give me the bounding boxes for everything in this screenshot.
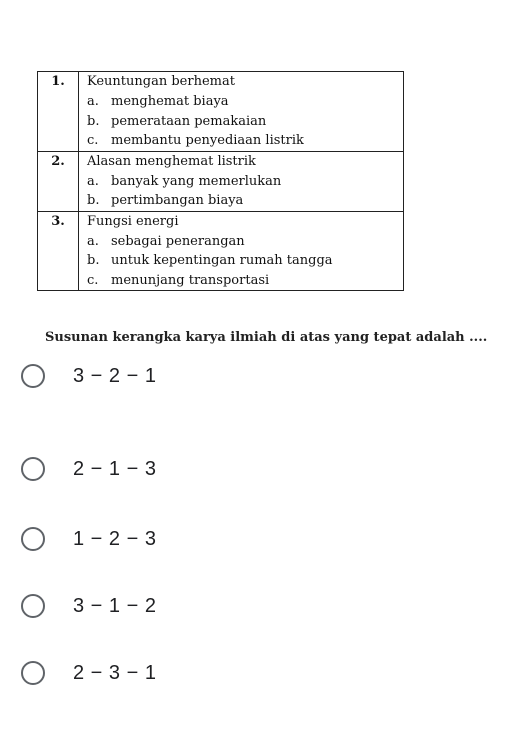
- item-letter: c.: [87, 133, 99, 148]
- option-label[interactable]: 3 − 2 − 1: [73, 364, 157, 387]
- answer-option-5[interactable]: [21, 656, 156, 690]
- section-item: [87, 232, 403, 252]
- section-title: Keuntungan berhemat: [87, 74, 235, 89]
- section-item: [87, 131, 403, 151]
- item-letter: b.: [87, 193, 100, 208]
- item-text: menghemat biaya: [111, 94, 229, 109]
- section-number: 1.: [38, 72, 79, 152]
- item-letter: a.: [87, 173, 99, 189]
- section-item: [87, 271, 403, 291]
- outline-table: [37, 71, 404, 291]
- option-label[interactable]: 2 − 1 − 3: [73, 457, 157, 480]
- item-letter: c.: [87, 272, 99, 288]
- radio-button[interactable]: [21, 457, 45, 481]
- item-text: pertimbangan biaya: [111, 193, 244, 208]
- option-label[interactable]: 1 − 2 − 3: [73, 527, 157, 550]
- section-title: Alasan menghemat listrik: [87, 153, 256, 169]
- answer-option-4[interactable]: [21, 589, 156, 623]
- section-item: [87, 251, 403, 271]
- answer-option-3[interactable]: [21, 522, 156, 556]
- outline-section-1: [38, 72, 404, 152]
- section-number: 2.: [38, 151, 79, 211]
- section-content: [79, 211, 404, 291]
- item-text: banyak yang memerlukan: [111, 173, 282, 189]
- option-label[interactable]: 3 − 1 − 2: [73, 594, 157, 617]
- outline-section-2: [38, 151, 404, 211]
- answer-option-2[interactable]: [21, 452, 156, 486]
- item-letter: a.: [87, 233, 99, 249]
- section-content: [79, 151, 404, 211]
- item-letter: b.: [87, 113, 100, 129]
- item-text: menunjang transportasi: [111, 272, 270, 288]
- section-item: [87, 172, 403, 192]
- item-letter: b.: [87, 253, 100, 268]
- section-number: 3.: [38, 211, 79, 291]
- item-letter: a.: [87, 94, 99, 109]
- section-item: [87, 92, 403, 112]
- radio-button[interactable]: [21, 527, 45, 551]
- section-title: Fungsi energi: [87, 213, 179, 229]
- item-text: untuk kepentingan rumah tangga: [111, 253, 333, 268]
- answer-option-1[interactable]: [21, 359, 156, 393]
- question-text: Susunan kerangka karya ilmiah di atas yang tepat adalah ....: [45, 330, 488, 345]
- radio-button[interactable]: [21, 661, 45, 685]
- item-text: pemerataan pemakaian: [111, 113, 267, 129]
- item-text: sebagai penerangan: [111, 233, 245, 249]
- section-item: [87, 191, 403, 211]
- outline-section-3: [38, 211, 404, 291]
- option-label[interactable]: 2 − 3 − 1: [73, 661, 157, 684]
- radio-button[interactable]: [21, 594, 45, 618]
- radio-button[interactable]: [21, 364, 45, 388]
- section-item: [87, 112, 403, 132]
- section-content: [79, 72, 404, 152]
- item-text: membantu penyediaan listrik: [111, 133, 304, 148]
